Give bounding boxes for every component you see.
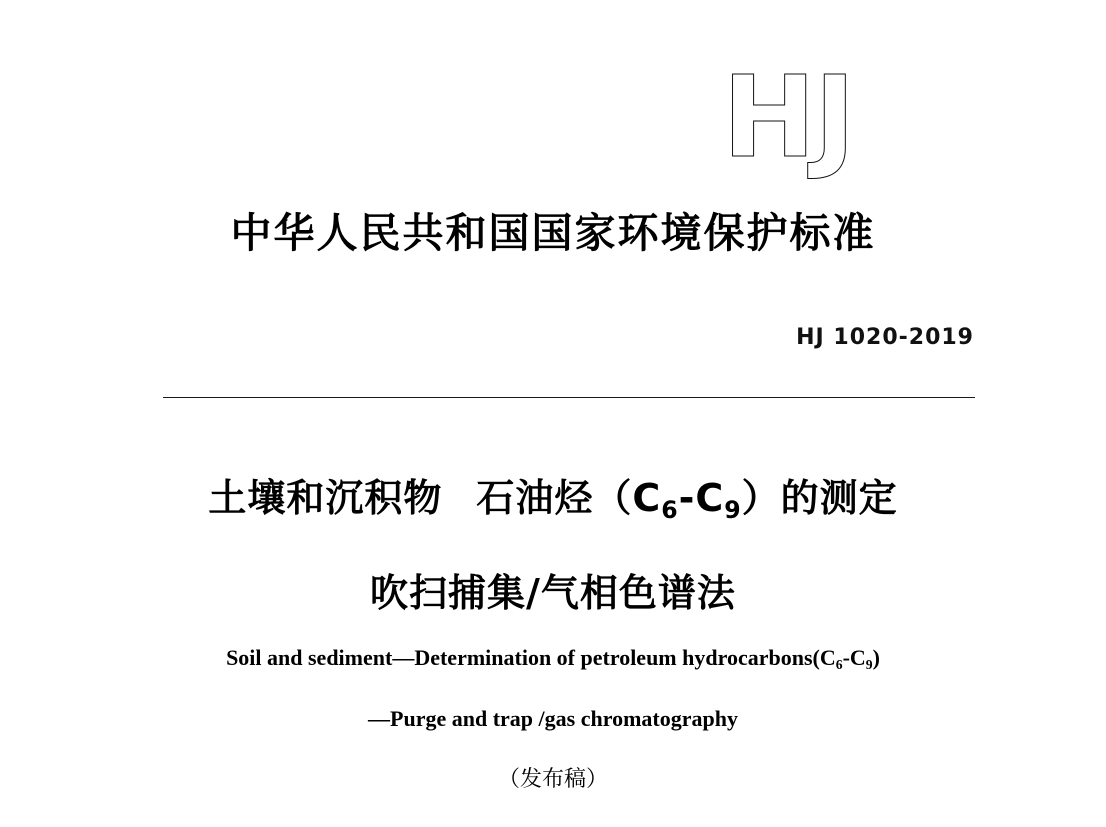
title-english-line2: —Purge and trap /gas chromatography (368, 706, 738, 731)
title-cn-dash: -C (678, 476, 725, 520)
hj-emblem-icon: HJ (722, 53, 854, 183)
title-en-close-paren: ) (872, 645, 880, 670)
publication-note: （发布稿） (497, 767, 608, 792)
title-en-sub-6: 6 (835, 656, 843, 672)
title-en-sub-9: 9 (865, 656, 873, 672)
title-en-main: Soil and sediment—Determination of petroleum hydrocarbons(C (226, 645, 836, 670)
title-cn-sub-6: 6 (661, 495, 679, 524)
title-english-line1 (0, 645, 1106, 671)
title-cn-sub-9: 9 (724, 495, 742, 524)
title-en-dash: -C (842, 645, 866, 670)
standard-number: HJ 1020-2019 (796, 325, 974, 350)
title-cn-subject: 土壤和沉积物 (208, 476, 443, 520)
title-chinese-line2: 吹扫捕集/气相色谱法 (370, 571, 736, 615)
title-chinese-line1 (0, 476, 1106, 522)
organization-title: 中华人民共和国国家环境保护标准 (230, 209, 876, 257)
title-cn-suffix: ）的测定 (741, 476, 898, 520)
horizontal-divider (163, 397, 975, 398)
title-cn-analyte: 石油烃（C (476, 476, 662, 520)
emblem-container (0, 53, 1106, 183)
